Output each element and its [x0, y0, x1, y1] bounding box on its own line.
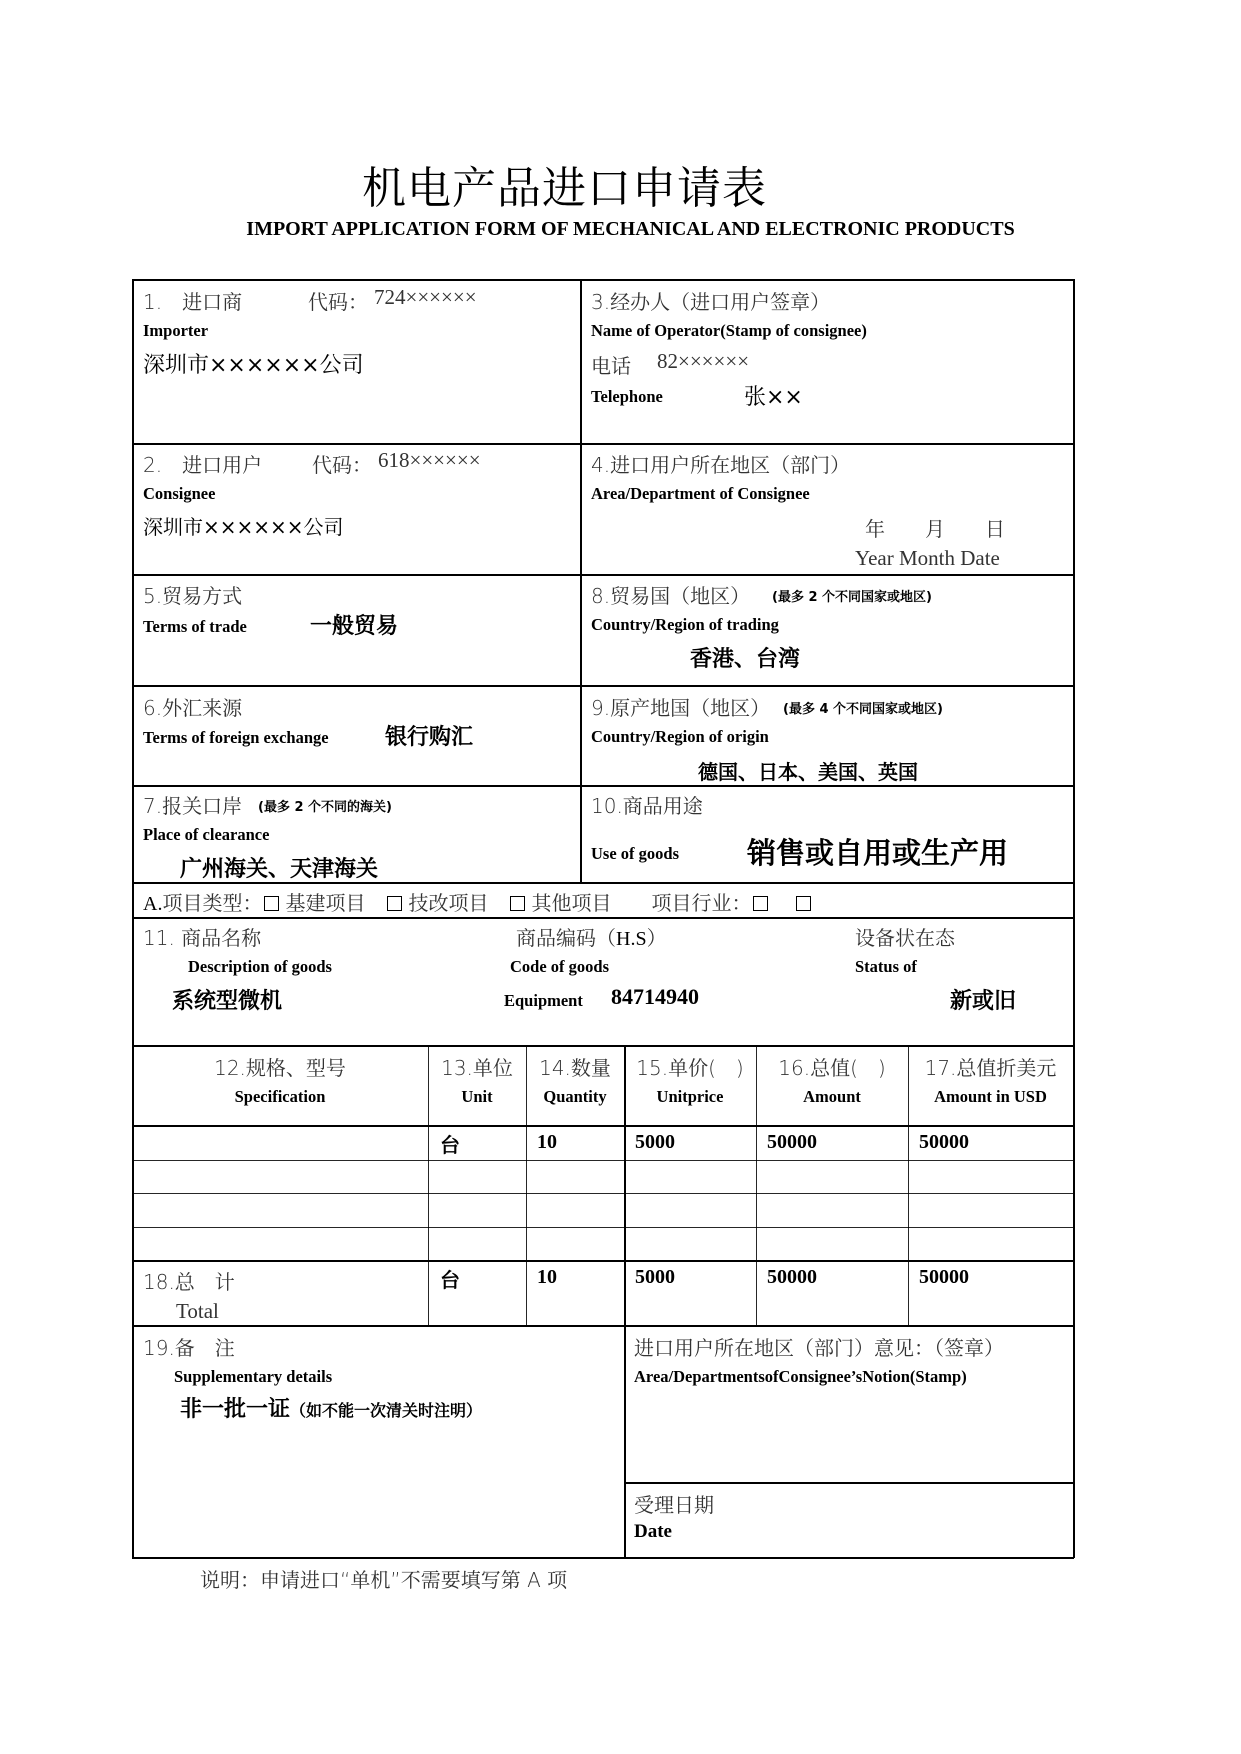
project-option-checkbox[interactable] [510, 896, 525, 911]
forex-label-cn: 6.外汇来源 [143, 696, 243, 720]
importer-label-en: Importer [143, 321, 209, 340]
goods-code-label-en: Code of goods [510, 957, 610, 976]
divider-col [624, 1045, 626, 1558]
equipment-label: Equipment [504, 991, 583, 1010]
divider-row [132, 917, 1074, 919]
cell-quantity[interactable]: 10 [537, 1131, 557, 1153]
header-amount: 16.总值( ) Amount [778, 1056, 886, 1106]
industry-checkbox[interactable] [753, 896, 768, 911]
importer-code-field[interactable]: 724×××××× [374, 285, 477, 309]
project-option-label: 其他项目 [531, 891, 612, 915]
use-field[interactable]: 销售或自用或生产用 [747, 836, 1009, 870]
project-option-label: 基建项目 [285, 891, 366, 915]
clearance-label-cn: 7.报关口岸 [143, 794, 243, 818]
border-right [1073, 279, 1075, 1558]
trade-country-label-en: Country/Region of trading [591, 615, 779, 634]
notion-label-cn: 进口用户所在地区（部门）意见：（签章） [634, 1336, 1004, 1360]
divider-row [132, 1125, 1074, 1127]
origin-label-cn: 9.原产地国（地区） [591, 696, 771, 720]
date-label-en: Year Month Date [855, 546, 1000, 570]
goods-name-label-cn: 11. 商品名称 [143, 926, 262, 950]
trade-terms-field[interactable]: 一般贸易 [310, 614, 399, 639]
forex-field[interactable]: 银行购汇 [385, 725, 474, 750]
clearance-label-en: Place of clearance [143, 825, 270, 844]
trade-terms-label-cn: 5.贸易方式 [143, 584, 243, 608]
importer-code-label: 代码： [308, 290, 368, 314]
cell-unit[interactable]: 台 [440, 1133, 460, 1157]
cell-amount-usd[interactable]: 50000 [919, 1131, 969, 1153]
divider-row [132, 1160, 1074, 1161]
total-unitprice[interactable]: 5000 [635, 1266, 675, 1288]
border-bottom [132, 1557, 1074, 1559]
trade-country-label-cn: 8.贸易国（地区） [591, 584, 751, 608]
goods-name-label-en: Description of goods [188, 957, 332, 976]
origin-note: (最多 4 个不同国家或地区) [783, 702, 943, 717]
border-top [132, 279, 1074, 281]
divider-row [132, 685, 1074, 687]
form-title-cn: 机电产品进口申请表 [362, 163, 767, 214]
divider-mid-upper [580, 279, 582, 883]
status-label-en: Status of [855, 957, 917, 976]
status-field[interactable]: 新或旧 [950, 989, 1017, 1014]
remarks-label-cn: 19.备 注 [143, 1336, 235, 1360]
header-quantity: 14.数量 Quantity [539, 1056, 611, 1106]
total-quantity[interactable]: 10 [537, 1266, 557, 1288]
use-label-cn: 10.商品用途 [591, 794, 703, 818]
header-unitprice: 15.单价( ) Unitprice [636, 1056, 744, 1106]
divider-row [132, 785, 1074, 787]
goods-code-field[interactable]: 84714940 [611, 984, 699, 1009]
clearance-field[interactable]: 广州海关、天津海关 [180, 857, 379, 882]
operator-label-cn: 3.经办人（进口用户签章） [591, 290, 831, 314]
header-amount-usd: 17.总值折美元 Amount in USD [924, 1056, 1057, 1106]
trade-terms-label-en: Terms of trade [143, 617, 247, 636]
remarks-field[interactable]: 非一批一证（如不能一次清关时注明） [180, 1397, 483, 1422]
total-label-en: Total [176, 1299, 219, 1323]
consignee-label-en: Consignee [143, 484, 216, 503]
goods-code-label-cn: 商品编码（H.S） [516, 926, 667, 950]
consignee-name-field[interactable]: 深圳市××××××公司 [143, 515, 344, 539]
total-unit[interactable]: 台 [440, 1268, 460, 1292]
industry-checkbox[interactable] [796, 896, 811, 911]
notion-label-en: Area/DepartmentsofConsignee’sNotion(Stamp) [634, 1367, 967, 1386]
divider-row [625, 1482, 1074, 1484]
importer-label-cn: 1. 进口商 [143, 290, 243, 314]
industry-label: 项目行业： [651, 891, 752, 915]
importer-name-field[interactable]: 深圳市××××××公司 [143, 353, 364, 378]
project-type-row [143, 887, 817, 916]
phone-label-en: Telephone [591, 387, 663, 406]
remarks-label-en: Supplementary details [174, 1367, 333, 1386]
divider-row [132, 1193, 1074, 1194]
clearance-note: (最多 2 个不同的海关) [258, 800, 392, 815]
border-left [132, 279, 134, 1558]
area-label-cn: 4.进口用户所在地区（部门） [591, 453, 851, 477]
divider-row [132, 443, 1074, 445]
operator-label-en: Name of Operator(Stamp of consignee) [591, 321, 867, 340]
accept-date-label-en: Date [634, 1521, 672, 1542]
project-label-prefix: A. [143, 893, 163, 915]
trade-country-note: (最多 2 个不同国家或地区) [772, 590, 932, 605]
total-amount[interactable]: 50000 [767, 1266, 817, 1288]
divider-row [132, 1260, 1074, 1262]
trade-country-field[interactable]: 香港、台湾 [690, 647, 801, 672]
form-title-en: IMPORT APPLICATION FORM OF MECHANICAL AND ELECTRONIC PRODUCTS [246, 218, 1015, 240]
consignee-label-cn: 2. 进口用户 [143, 453, 263, 477]
cell-amount[interactable]: 50000 [767, 1131, 817, 1153]
cell-unitprice[interactable]: 5000 [635, 1131, 675, 1153]
date-label-cn: 年 月 日 [865, 517, 1005, 541]
status-label-cn: 设备状在态 [855, 926, 955, 950]
operator-name-field[interactable]: 张×× [744, 385, 803, 410]
total-label-cn: 18.总 计 [143, 1270, 235, 1294]
origin-field[interactable]: 德国、日本、美国、英国 [698, 760, 918, 784]
divider-row [132, 574, 1074, 576]
footnote: 说明：申请进口“单机”不需要填写第 A 项 [200, 1568, 568, 1592]
consignee-code-field[interactable]: 618×××××× [378, 448, 481, 472]
forex-label-en: Terms of foreign exchange [143, 728, 329, 747]
origin-label-en: Country/Region of origin [591, 727, 769, 746]
project-option-label: 技改项目 [408, 891, 489, 915]
project-label: 项目类型： [162, 891, 263, 915]
area-label-en: Area/Department of Consignee [591, 484, 810, 503]
goods-name-field[interactable]: 系统型微机 [172, 989, 283, 1014]
phone-label-cn: 电话 [591, 354, 631, 378]
header-unit: 13.单位 Unit [441, 1056, 513, 1106]
accept-date-label-cn: 受理日期 [634, 1493, 714, 1517]
phone-field[interactable]: 82×××××× [657, 349, 750, 373]
project-option-checkbox[interactable] [264, 896, 279, 911]
use-label-en: Use of goods [591, 844, 680, 863]
divider-row [132, 1325, 1074, 1327]
project-option-checkbox[interactable] [387, 896, 402, 911]
consignee-code-label: 代码： [312, 453, 372, 477]
divider-row [132, 1227, 1074, 1228]
total-amount-usd[interactable]: 50000 [919, 1266, 969, 1288]
header-specification: 12.规格、型号 Specification [214, 1056, 346, 1106]
